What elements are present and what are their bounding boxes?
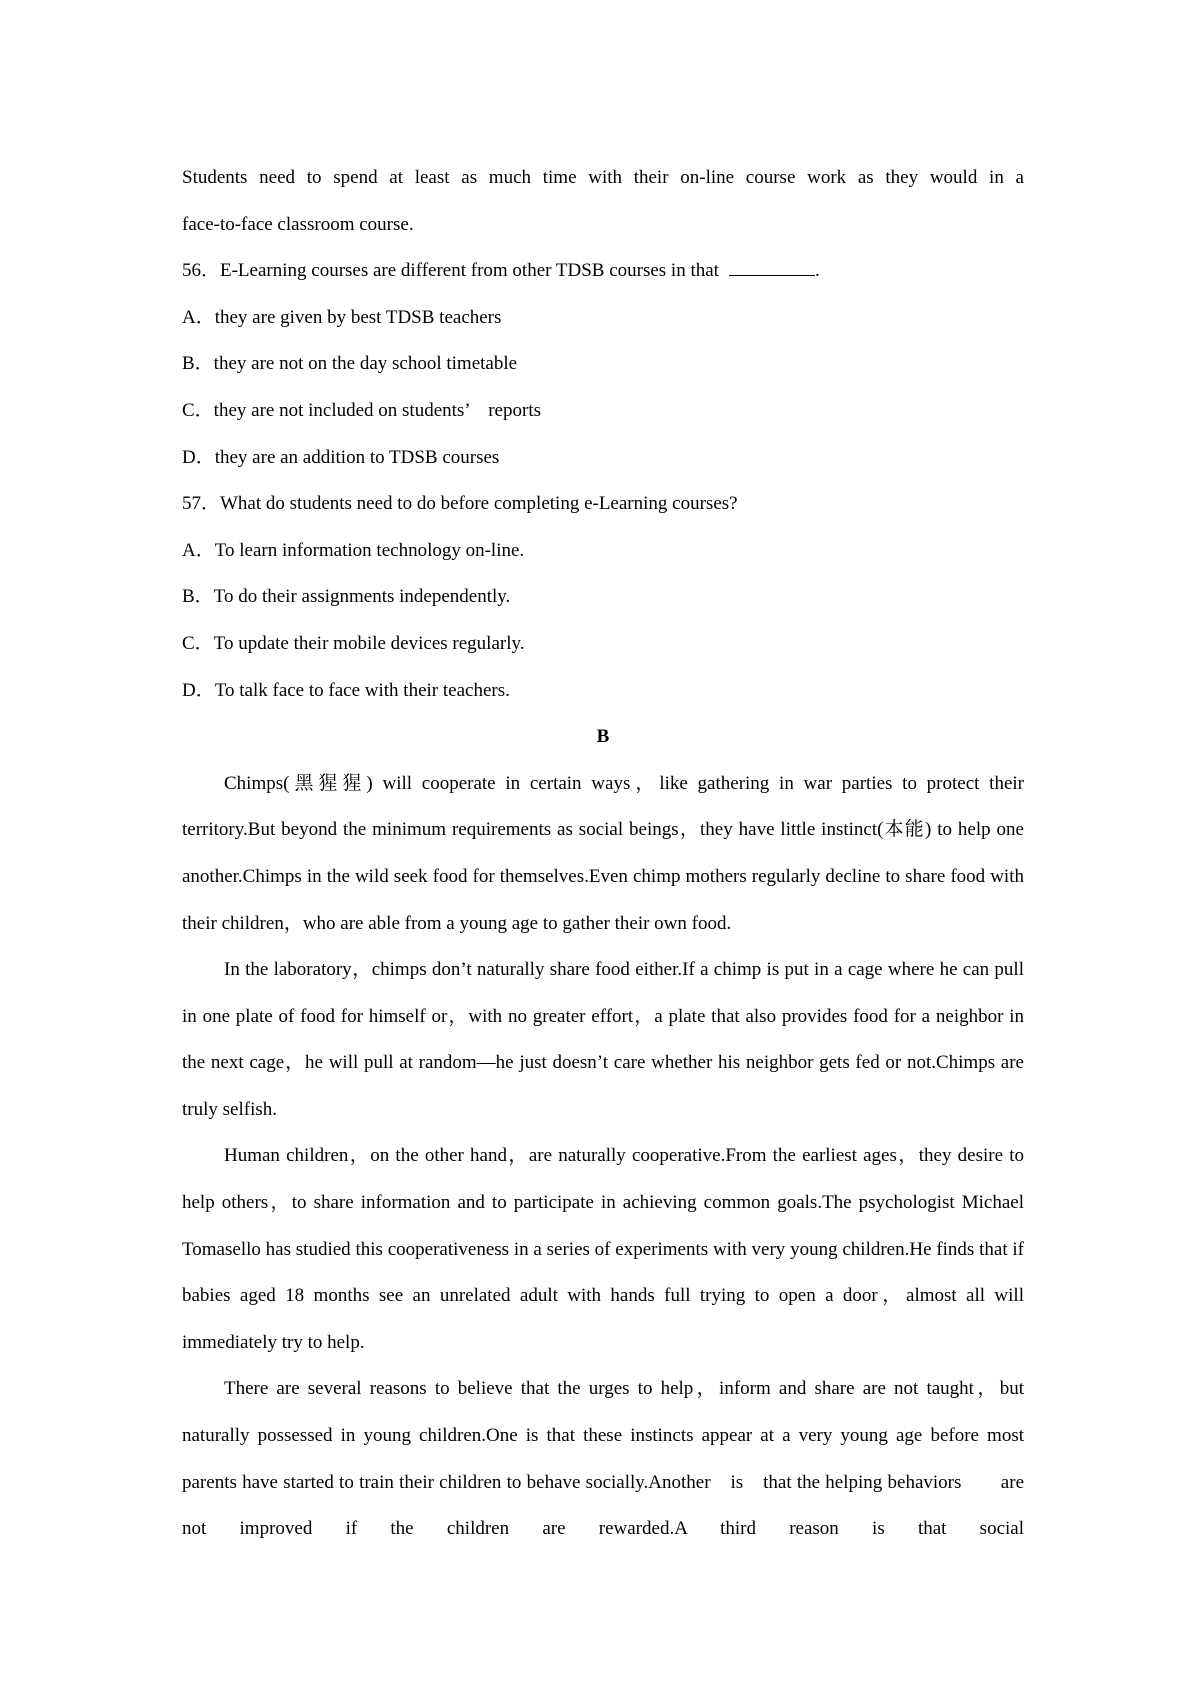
question-56-option-d: D．they are an addition to TDSB courses	[182, 446, 500, 468]
question-57-option-b: B．To do their assignments independently.	[182, 586, 511, 608]
question-56-prompt	[182, 248, 1024, 295]
question-57-option-c: C．To update their mobile devices regularly.	[182, 632, 525, 654]
passage-paragraph-1: Chimps(黑猩猩) will cooperate in certain ways，like gathering in war parties to protect their territory.But beyond the minimum requirements as social beings，they have little instinct(本能) to help one another.Chimps in the wild seek food for themselves.Even chimp mothers regularly decline to share food with their children，who are able from a young age to gather their own food.	[182, 772, 1024, 934]
question-57-prompt: 57．What do students need to do before completing e-Learning courses?	[182, 493, 738, 515]
passage-paragraph-2: In the laboratory，chimps don’t naturally share food either.If a chimp is put in a cage where he can pull in one plate of food for himself or，with no greater effort，a plate that also provides food for a neighbor in the next cage，he will pull at random—he just doesn’t care whether his neighbor gets fed or not.Chimps are truly selfish.	[182, 959, 1024, 1120]
passage-paragraph-3: Human children，on the other hand，are naturally cooperative.From the earliest ages，they desire to help others，to share information and to participate in achieving common goals.The psychologist Michael Tomasello has studied this cooperativeness in a series of experiments with very young children.He finds that if babies aged 18 months see an unrelated adult with hands full trying to open a door，almost all will immediately try to help.	[182, 1145, 1024, 1353]
document-page	[182, 155, 1024, 1553]
intro-line-2: face-to-face classroom course.	[182, 213, 414, 235]
question-57-option-a: A．To learn information technology on-line.	[182, 539, 525, 561]
question-56-option-a: A．they are given by best TDSB teachers	[182, 306, 502, 328]
question-56-option-b: B．they are not on the day school timetable	[182, 353, 518, 375]
question-prompt: 56．E-Learning courses are different from other TDSB courses in that	[182, 260, 719, 282]
section-heading: B	[596, 726, 610, 748]
passage-paragraph-4: There are several reasons to believe that the urges to help，inform and share are not taught，but naturally possessed in young children.One is that these instincts appear at a very young age before most parents have started to train their children to behave socially.Another is that the helping behaviors are not improved if the children are rewarded.A third reason is that social	[182, 1378, 1024, 1540]
intro-text-end	[182, 202, 1024, 249]
question-57-option-d: D．To talk face to face with their teachers.	[182, 679, 510, 701]
question-56-option-c: C．they are not included on students’ reports	[182, 399, 541, 421]
blank-suffix: .	[814, 260, 820, 282]
intro-line-1: Students need to spend at least as much time with their on-line course work as they would in a	[182, 167, 1024, 188]
answer-blank	[729, 259, 815, 276]
intro-text	[182, 155, 1024, 202]
